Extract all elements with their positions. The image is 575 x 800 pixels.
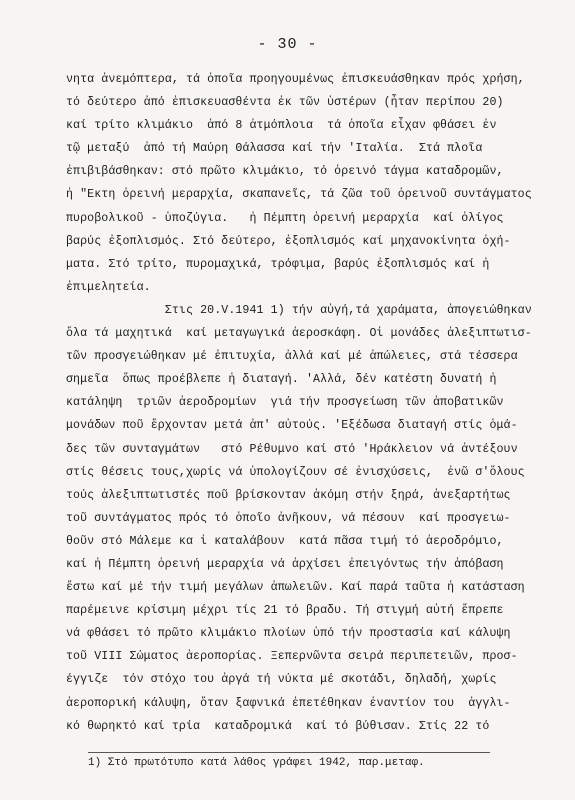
text-line: κατάληψη τριῶν ἀεροδρομίων γιά τήν προσγείωση τῶν ἀποβατικῶν (66, 396, 504, 410)
text-line: ἐπιβιβάσθηκαν: στό πρῶτο κλιμάκιο, τό ὀρεινό τάγμα καταδρομῶν, (66, 165, 504, 179)
text-line: καί ἡ Πέμπτη ὀρεινή μεραρχία νά ἀρχίσει ἐπειγόντως τήν ἀπόβαση (66, 557, 504, 571)
text-line: έγγιζε τόν στόχο του ἀργά τή νύκτα μέ σκοτάδι, δηλαδή, χωρίς (66, 673, 497, 687)
text-line: ἀεροπορική κάλυψη, ὅταν ξαφνικά ἐπετέθηκαν ἐναντίον του ἀγγλι- (66, 696, 511, 710)
text-line: τοῦ VIII Σώματος ἀεροπορίας. Ξεπερνῶντα σειρά περιπετειῶν, προσ- (66, 650, 518, 664)
text-line: νητα ἀνεμόπτερα, τά ὁποῖα προηγουμένως ἐπισκευάσθηκαν πρός χρήση, (66, 73, 525, 86)
text-line: καί τρίτο κλιμάκιο ἀπό 8 ἀτμόπλοια τά ὁποῖα εἶχαν φθάσει ἐν (66, 119, 497, 133)
text-line: τῷ μεταξύ ἀπό τή Μαύρη Θάλασσα καί τήν 'Ιταλία. Στά πλοῖα (66, 142, 483, 156)
page-number: - 30 - (257, 36, 318, 53)
footnote-divider (88, 752, 490, 753)
text-line: παρέμεινε κρίσιμη μέχρι τίς 21 τό βραδυ. Τή στιγμή αὐτή ἔπρεπε (66, 604, 504, 618)
text-line: τό δεύτερο ἀπό ἐπισκευασθέντα ἐκ τῶν ὑστέρων (ἦταν περίπου 20) (66, 96, 504, 110)
text-line: ὅλα τά μαχητικά καί μεταγωγικά ἀεροσκάφη. Οἱ μονάδες ἀλεξιπτωτισ- (66, 327, 532, 341)
body-text (66, 68, 556, 738)
text-line: στίς θέσεις τους,χωρίς νά ὑπολογίζουν σέ ἐνισχύσεις, ἐνῶ σ'ὅλους (66, 465, 525, 479)
text-line: θοῦν στό Μάλεμε κα ἰ καταλάβουν κατά πᾶσα τιμή τό ἀεροδρόμιο, (66, 534, 504, 548)
text-line: μονάδων ποῦ ἔρχονταν μετά ἀπ' αὐτούς. 'Εξέδωσα διαταγή στίς ὁμά- (66, 419, 518, 433)
text-line: κό θωρηκτό καί τρία καταδρομικά καί τό βύθισαν. Στίς 22 τό (66, 719, 490, 733)
text-line: σημεῖα ὅπως προέβλεπε ἡ διαταγή. 'Αλλά, δέν κατέστη δυνατή ἡ (66, 373, 497, 387)
text-line: τοῦ συντάγματος πρός τό ὁποῖο ἀνῆκουν, νά πέσουν καί προσγειω- (66, 511, 511, 525)
text-line: Στις 20.V.1941 1) τήν αὐγή,τά χαράματα, ἀπογειώθηκαν (66, 303, 532, 317)
footnote: 1) Στό πρωτότυπο κατά λάθος γράφει 1942, παρ.μεταφ. (88, 757, 425, 769)
text-line: τῶν προσγειώθηκαν μέ ἐπιτυχία, ἀλλά καί μέ ἀπώλειες, στά τέσσερα (66, 350, 518, 364)
text-line: ἡ "Εκτη ὀρεινή μεραρχία, σκαπανεῖς, τά ζῶα τοῦ ὀρεινοῦ συντάγματος (66, 188, 532, 202)
text-line: νά φθάσει τό πρῶτο κλιμάκιο πλοίων ὑπό τήν προστασία καί κάλυψη (66, 627, 511, 641)
text-line: ματα. Στό τρίτο, πυρομαχικά, τρόφιμα, βαρύς ἐξοπλισμός καί ἡ (66, 257, 490, 271)
text-line: δες τῶν συνταγμάτων στό Ρέθυμνο καί στό 'Ηράκλειον νά ἀντέξουν (66, 442, 518, 456)
text-line: τούς ἀλεξιπτωτιστές ποῦ βρίσκονταν ἀκόμη στήν ξηρά, ἀνεξαρτήτως (66, 488, 511, 502)
text-line: βαρύς ἐξοπλισμός. Στό δεύτερο, ἐξοπλισμός καί μηχανοκίνητα ὀχή- (66, 234, 511, 248)
text-line: ἔστω καί μέ τήν τιμή μεγάλων ἀπωλειῶν. Καί παρά ταῦτα ἡ κατάσταση (66, 581, 525, 595)
text-line: ἐπιμελητεία. (66, 280, 151, 294)
text-line: πυροβολικοῦ - ὑποζύγια. ἡ Πέμπτη ὀρεινή μεραρχία καί ὀλίγος (66, 211, 504, 225)
